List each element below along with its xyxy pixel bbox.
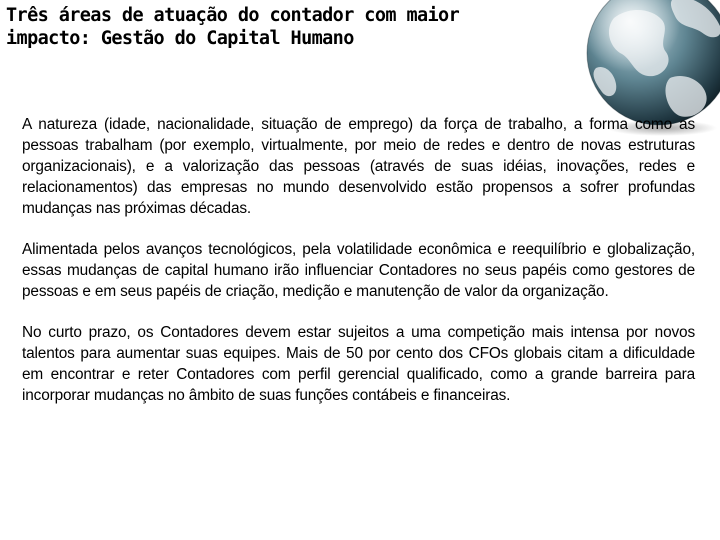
slide-body xyxy=(22,114,695,426)
paragraph-3: No curto prazo, os Contadores devem estar sujeitos a uma competição mais intensa por novos talentos para aumentar suas equipes. Mais de 50 por cento dos CFOs globais citam a dificuldade em encontrar e reter Contadores com perfil gerencial qualificado, como a grande barreira para incorporar mudanças no âmbito de suas funções contábeis e financeiras. xyxy=(22,324,695,404)
paragraph-1: A natureza (idade, nacionalidade, situação de emprego) da força de trabalho, a forma como as pessoas trabalham (por exemplo, virtualmente, por meio de redes e dentro de novas estruturas organizacionais), e a valorização das pessoas (através de suas idéias, inovações, redes e relacionamentos) das empresas no mundo desenvolvido estão propensos a sofrer profundas mudanças nas próximas décadas. xyxy=(22,116,695,217)
title-line-2: impacto: Gestão do Capital Humano xyxy=(6,28,354,49)
slide-title xyxy=(6,4,546,50)
paragraph-2: Alimentada pelos avanços tecnológicos, pela volatilidade econômica e reequilíbrio e globalização, essas mudanças de capital humano irão influenciar Contadores no seus papéis como gestores de pessoas e em seus papéis de criação, medição e manutenção de valor da organização. xyxy=(22,241,695,300)
title-line-1: Três áreas de atuação do contador com maior xyxy=(6,5,460,26)
